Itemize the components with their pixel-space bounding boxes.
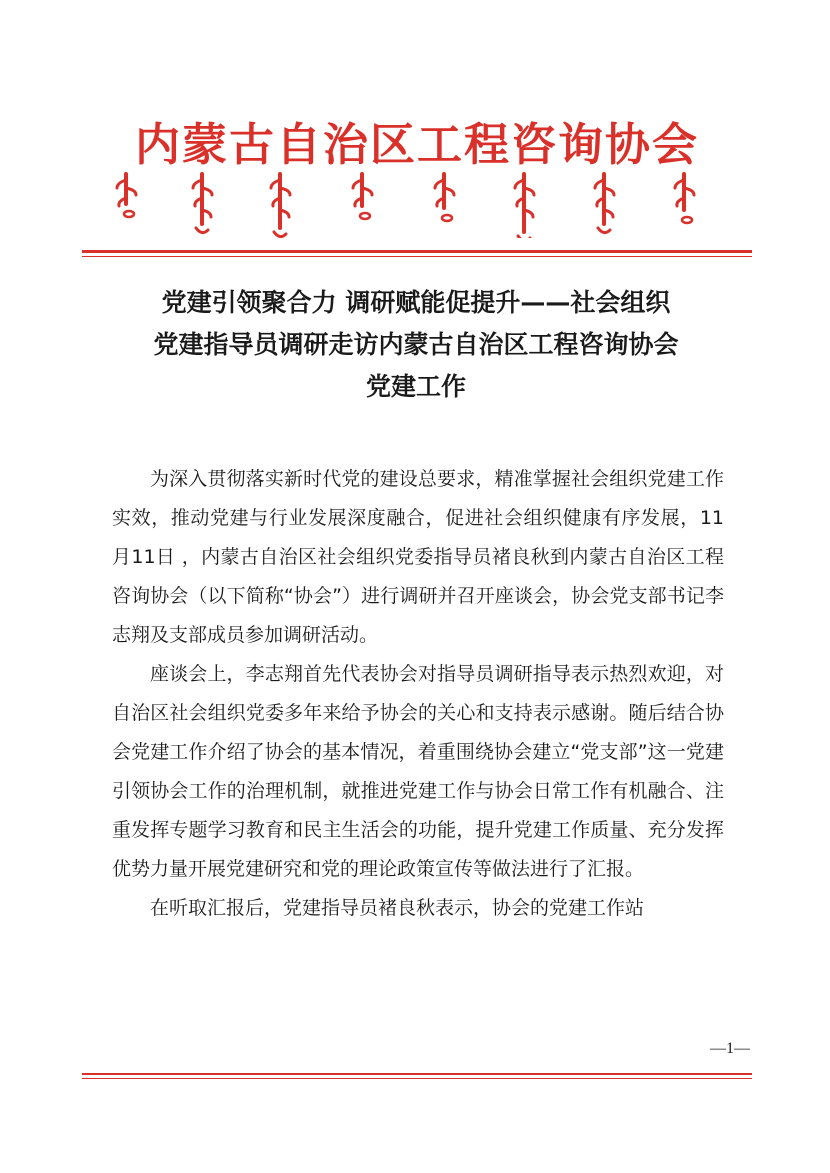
mongolian-glyph-stroke bbox=[682, 217, 692, 223]
title-line: 党建引领聚合力 调研赋能促提升——社会组织 bbox=[161, 288, 671, 317]
mongolian-glyph-stroke bbox=[598, 228, 610, 233]
title-line: 党建工作 bbox=[365, 372, 466, 401]
mongolian-script-icon bbox=[104, 170, 724, 238]
mongolian-script-graphic bbox=[104, 170, 724, 238]
page-number: —1— bbox=[710, 1040, 750, 1057]
mongolian-glyph-stroke bbox=[124, 211, 134, 217]
mongolian-glyph-stroke bbox=[442, 215, 452, 221]
body-paragraph: 座谈会上，李志翔首先代表协会对指导员调研指导表示热烈欢迎，对自治区社会组织党委多年来给予协会的关心和支持表示感谢。随后结合协会党建工作介绍了协会的基本情况，着重围绕协会建立“党支部”这一党建引领协会工作的治理机制，就推进党建工作与协会日常工作有机融合、注重发挥专题学习教育和民主生活会的功能，提升党建工作质量、充分发挥优势力量开展党建研究和党的理论政策宣传等做法进行了汇报。 bbox=[112, 663, 724, 880]
footer-rule-thick bbox=[82, 1073, 752, 1075]
mongolian-glyph-stroke bbox=[274, 232, 286, 237]
footer-rule-thin bbox=[82, 1078, 752, 1079]
body-paragraph: 在听取汇报后，党建指导员褚良秋表示，协会的党建工作站 bbox=[150, 897, 645, 919]
header-rule-thin bbox=[82, 256, 752, 257]
header-rule-thick bbox=[82, 250, 752, 253]
organization-name-header: 内蒙古自治区工程咨询协会 bbox=[134, 118, 699, 171]
document-title bbox=[96, 282, 736, 408]
document-body bbox=[112, 460, 724, 928]
mongolian-glyph-stroke bbox=[360, 213, 370, 219]
title-line: 党建指导员调研走访内蒙古自治区工程咨询协会 bbox=[153, 330, 679, 359]
mongolian-glyph-stroke bbox=[518, 236, 530, 238]
mongolian-glyph-stroke bbox=[196, 228, 208, 233]
body-paragraph: 为深入贯彻落实新时代党的建设总要求，精准掌握社会组织党建工作实效，推动党建与行业发展深度融合，促进社会组织健康有序发展，11月11日 ，内蒙古自治区社会组织党委指导员褚良秋到内蒙古自治区工程咨询协会（以下简称“协会”）进行调研并召开座谈会，协会党支部书记李志翔及支部成员参加调研活动。 bbox=[112, 468, 724, 646]
